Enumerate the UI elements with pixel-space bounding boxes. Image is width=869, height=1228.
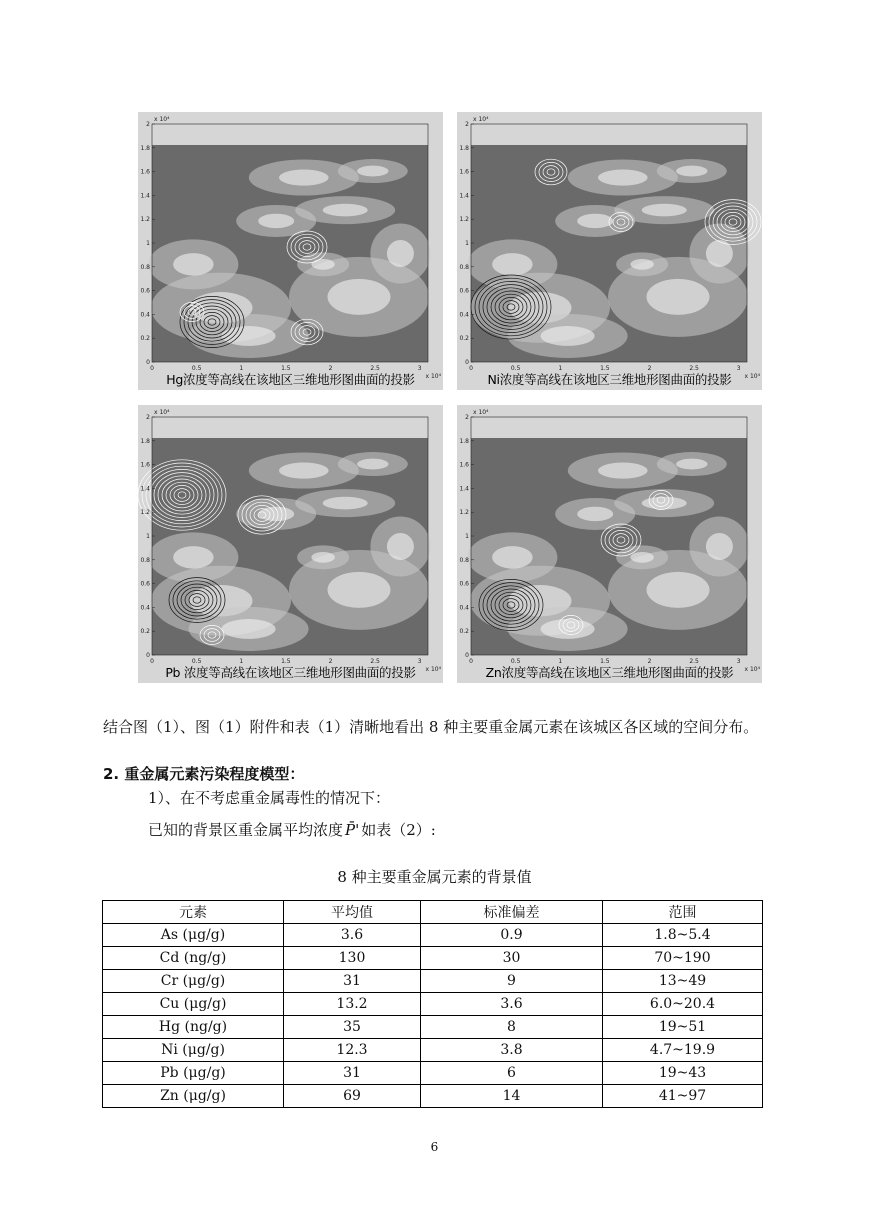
- y-tick-label: 1.4: [140, 485, 150, 493]
- x-tick-label: 0: [150, 365, 154, 372]
- y-tick-label: 0.6: [459, 580, 469, 588]
- cell: 3.8: [421, 1039, 603, 1062]
- y-tick-label: 1.8: [459, 437, 469, 445]
- y-tick-label: 1.8: [459, 144, 469, 152]
- cell: 8: [421, 1016, 603, 1039]
- y-tick-label: 0.4: [140, 604, 150, 612]
- y-tick-label: 0.6: [140, 580, 150, 588]
- cell: 12.3: [284, 1039, 421, 1062]
- x-tick-label: 2: [328, 658, 333, 665]
- y-tick-label: 0: [465, 652, 469, 659]
- table-row: [103, 993, 763, 1016]
- cell: 1.8~5.4: [603, 924, 763, 947]
- y-tick-label: 0.8: [140, 263, 150, 271]
- y-tick-label: 0: [146, 359, 150, 366]
- cell: 19~43: [603, 1062, 763, 1085]
- cell: 0.9: [421, 924, 603, 947]
- x-tick-label: 1: [558, 658, 563, 665]
- x-tick-label: 2: [647, 658, 652, 665]
- y-tick-label: 0: [146, 652, 150, 659]
- y-tick-label: 1.4: [459, 192, 469, 200]
- x-tick-label: 1: [558, 365, 563, 372]
- y-tick-label: 0.4: [459, 604, 469, 612]
- y-tick-label: 0.8: [140, 556, 150, 564]
- x-tick-label: 3: [417, 365, 422, 372]
- cell: Cr (μg/g): [103, 970, 284, 993]
- y-tick-label: 1.2: [140, 509, 150, 517]
- table-title: 8 种主要重金属元素的背景值: [337, 868, 532, 886]
- header-range: 范围: [603, 901, 763, 924]
- y-tick-label: 1.2: [459, 216, 469, 224]
- y-tick-label: 0.6: [459, 287, 469, 295]
- x-tick-label: 0: [469, 658, 473, 665]
- x-tick-label: 3: [736, 658, 741, 665]
- table-header-row: [103, 901, 763, 924]
- y-tick-label: 1: [465, 533, 469, 540]
- y-tick-label: 1: [146, 533, 150, 540]
- table-row: [103, 924, 763, 947]
- header-element: 元素: [103, 901, 284, 924]
- table-row: [103, 1039, 763, 1062]
- paragraph: 结合图（1）、图（1）附件和表（1）清晰地看出 8 种主要重金属元素在该城区各区域的空间分布。: [103, 718, 759, 736]
- x-tick-label: 1: [239, 365, 244, 372]
- y-tick-label: 1: [146, 240, 150, 247]
- x-exponent-label: x 10⁴: [425, 666, 441, 673]
- cell: 31: [284, 1062, 421, 1085]
- cell: 35: [284, 1016, 421, 1039]
- x-tick-label: 2.5: [370, 365, 380, 372]
- y-tick-label: 1.2: [459, 509, 469, 517]
- table-row: [103, 1016, 763, 1039]
- figure-caption: Hg浓度等高线在该地区三维地形图曲面的投影: [166, 372, 415, 387]
- cell: 6.0~20.4: [603, 993, 763, 1016]
- y-tick-label: 1.6: [140, 461, 150, 469]
- x-tick-label: 0: [469, 365, 473, 372]
- background-concentration-line: [148, 819, 436, 842]
- x-tick-label: 1: [239, 658, 244, 665]
- x-tick-label: 2: [647, 365, 652, 372]
- table-row: [103, 1085, 763, 1108]
- x-exponent-label: x 10⁴: [744, 666, 760, 673]
- x-tick-label: 0.5: [510, 658, 521, 665]
- cell: 41~97: [603, 1085, 763, 1108]
- x-tick-label: 0.5: [191, 365, 202, 372]
- y-tick-label: 0.4: [140, 311, 150, 319]
- y-tick-label: 0.4: [459, 311, 469, 319]
- figure-caption: Ni浓度等高线在该地区三维地形图曲面的投影: [487, 372, 732, 387]
- cell: Cd (ng/g): [103, 947, 284, 970]
- cell: 30: [421, 947, 603, 970]
- y-tick-label: 1.2: [140, 216, 150, 224]
- x-tick-label: 0.5: [510, 365, 521, 372]
- page-number: 6: [430, 1140, 439, 1154]
- cell: 13~49: [603, 970, 763, 993]
- x-tick-label: 2.5: [689, 365, 699, 372]
- x-tick-label: 1.5: [600, 365, 610, 372]
- figure-hg: [138, 112, 443, 390]
- y-tick-label: 0: [465, 359, 469, 366]
- x-tick-label: 3: [736, 365, 741, 372]
- y-tick-label: 1.4: [459, 485, 469, 493]
- cell: 130: [284, 947, 421, 970]
- cell: 6: [421, 1062, 603, 1085]
- cell: Zn (μg/g): [103, 1085, 284, 1108]
- y-tick-label: 0.2: [140, 335, 150, 343]
- cell: 31: [284, 970, 421, 993]
- cell: 3.6: [284, 924, 421, 947]
- y-tick-label: 0.8: [459, 263, 469, 271]
- table-row: [103, 970, 763, 993]
- x-tick-label: 0.5: [191, 658, 202, 665]
- x-tick-label: 2: [328, 365, 333, 372]
- table-row: [103, 1062, 763, 1085]
- y-tick-label: 1.6: [140, 168, 150, 176]
- figure-pb: [138, 405, 443, 683]
- cell: 4.7~19.9: [603, 1039, 763, 1062]
- mean-symbol: P̄': [345, 821, 360, 839]
- cell: Pb (μg/g): [103, 1062, 284, 1085]
- cell: Cu (μg/g): [103, 993, 284, 1016]
- y-exponent-label: x 10⁴: [473, 116, 489, 123]
- y-tick-label: 0.8: [459, 556, 469, 564]
- y-tick-label: 1.6: [459, 168, 469, 176]
- sentence-start: 已知的背景区重金属平均浓度: [148, 821, 344, 839]
- x-tick-label: 3: [417, 658, 422, 665]
- cell: Ni (μg/g): [103, 1039, 284, 1062]
- background-values-table: [102, 900, 763, 1108]
- y-tick-label: 1.8: [140, 437, 150, 445]
- cell: As (μg/g): [103, 924, 284, 947]
- sentence-end: 如表（2）:: [361, 821, 436, 839]
- x-tick-label: 1.5: [281, 658, 291, 665]
- y-tick-label: 1.8: [140, 144, 150, 152]
- cell: 70~190: [603, 947, 763, 970]
- y-exponent-label: x 10⁴: [154, 409, 170, 416]
- y-tick-label: 2: [465, 414, 469, 421]
- y-tick-label: 1: [465, 240, 469, 247]
- x-exponent-label: x 10⁴: [425, 373, 441, 380]
- y-tick-label: 1.6: [459, 461, 469, 469]
- header-std: 标准偏差: [421, 901, 603, 924]
- y-tick-label: 2: [146, 414, 150, 421]
- section-heading: 2. 重金属元素污染程度模型：: [103, 765, 305, 783]
- cell: 19~51: [603, 1016, 763, 1039]
- cell: 69: [284, 1085, 421, 1108]
- x-exponent-label: x 10⁴: [744, 373, 760, 380]
- table-row: [103, 947, 763, 970]
- header-mean: 平均值: [284, 901, 421, 924]
- y-tick-label: 2: [146, 121, 150, 128]
- y-tick-label: 0.2: [459, 628, 469, 636]
- subsection-line: 1）、在不考虑重金属毒性的情况下：: [148, 789, 391, 807]
- figure-caption: Zn浓度等高线在该地区三维地形图曲面的投影: [485, 665, 734, 680]
- cell: 3.6: [421, 993, 603, 1016]
- x-tick-label: 1.5: [281, 365, 291, 372]
- x-tick-label: 0: [150, 658, 154, 665]
- cell: 13.2: [284, 993, 421, 1016]
- x-tick-label: 2.5: [689, 658, 699, 665]
- cell: 9: [421, 970, 603, 993]
- cell: Hg (ng/g): [103, 1016, 284, 1039]
- figure-caption: Pb 浓度等高线在该地区三维地形图曲面的投影: [165, 665, 416, 680]
- y-tick-label: 0.2: [140, 628, 150, 636]
- figure-zn: [457, 405, 762, 683]
- cell: 14: [421, 1085, 603, 1108]
- y-tick-label: 0.6: [140, 287, 150, 295]
- figure-ni: [457, 112, 762, 390]
- x-tick-label: 1.5: [600, 658, 610, 665]
- x-tick-label: 2.5: [370, 658, 380, 665]
- y-tick-label: 2: [465, 121, 469, 128]
- y-tick-label: 1.4: [140, 192, 150, 200]
- y-exponent-label: x 10⁴: [154, 116, 170, 123]
- y-tick-label: 0.2: [459, 335, 469, 343]
- y-exponent-label: x 10⁴: [473, 409, 489, 416]
